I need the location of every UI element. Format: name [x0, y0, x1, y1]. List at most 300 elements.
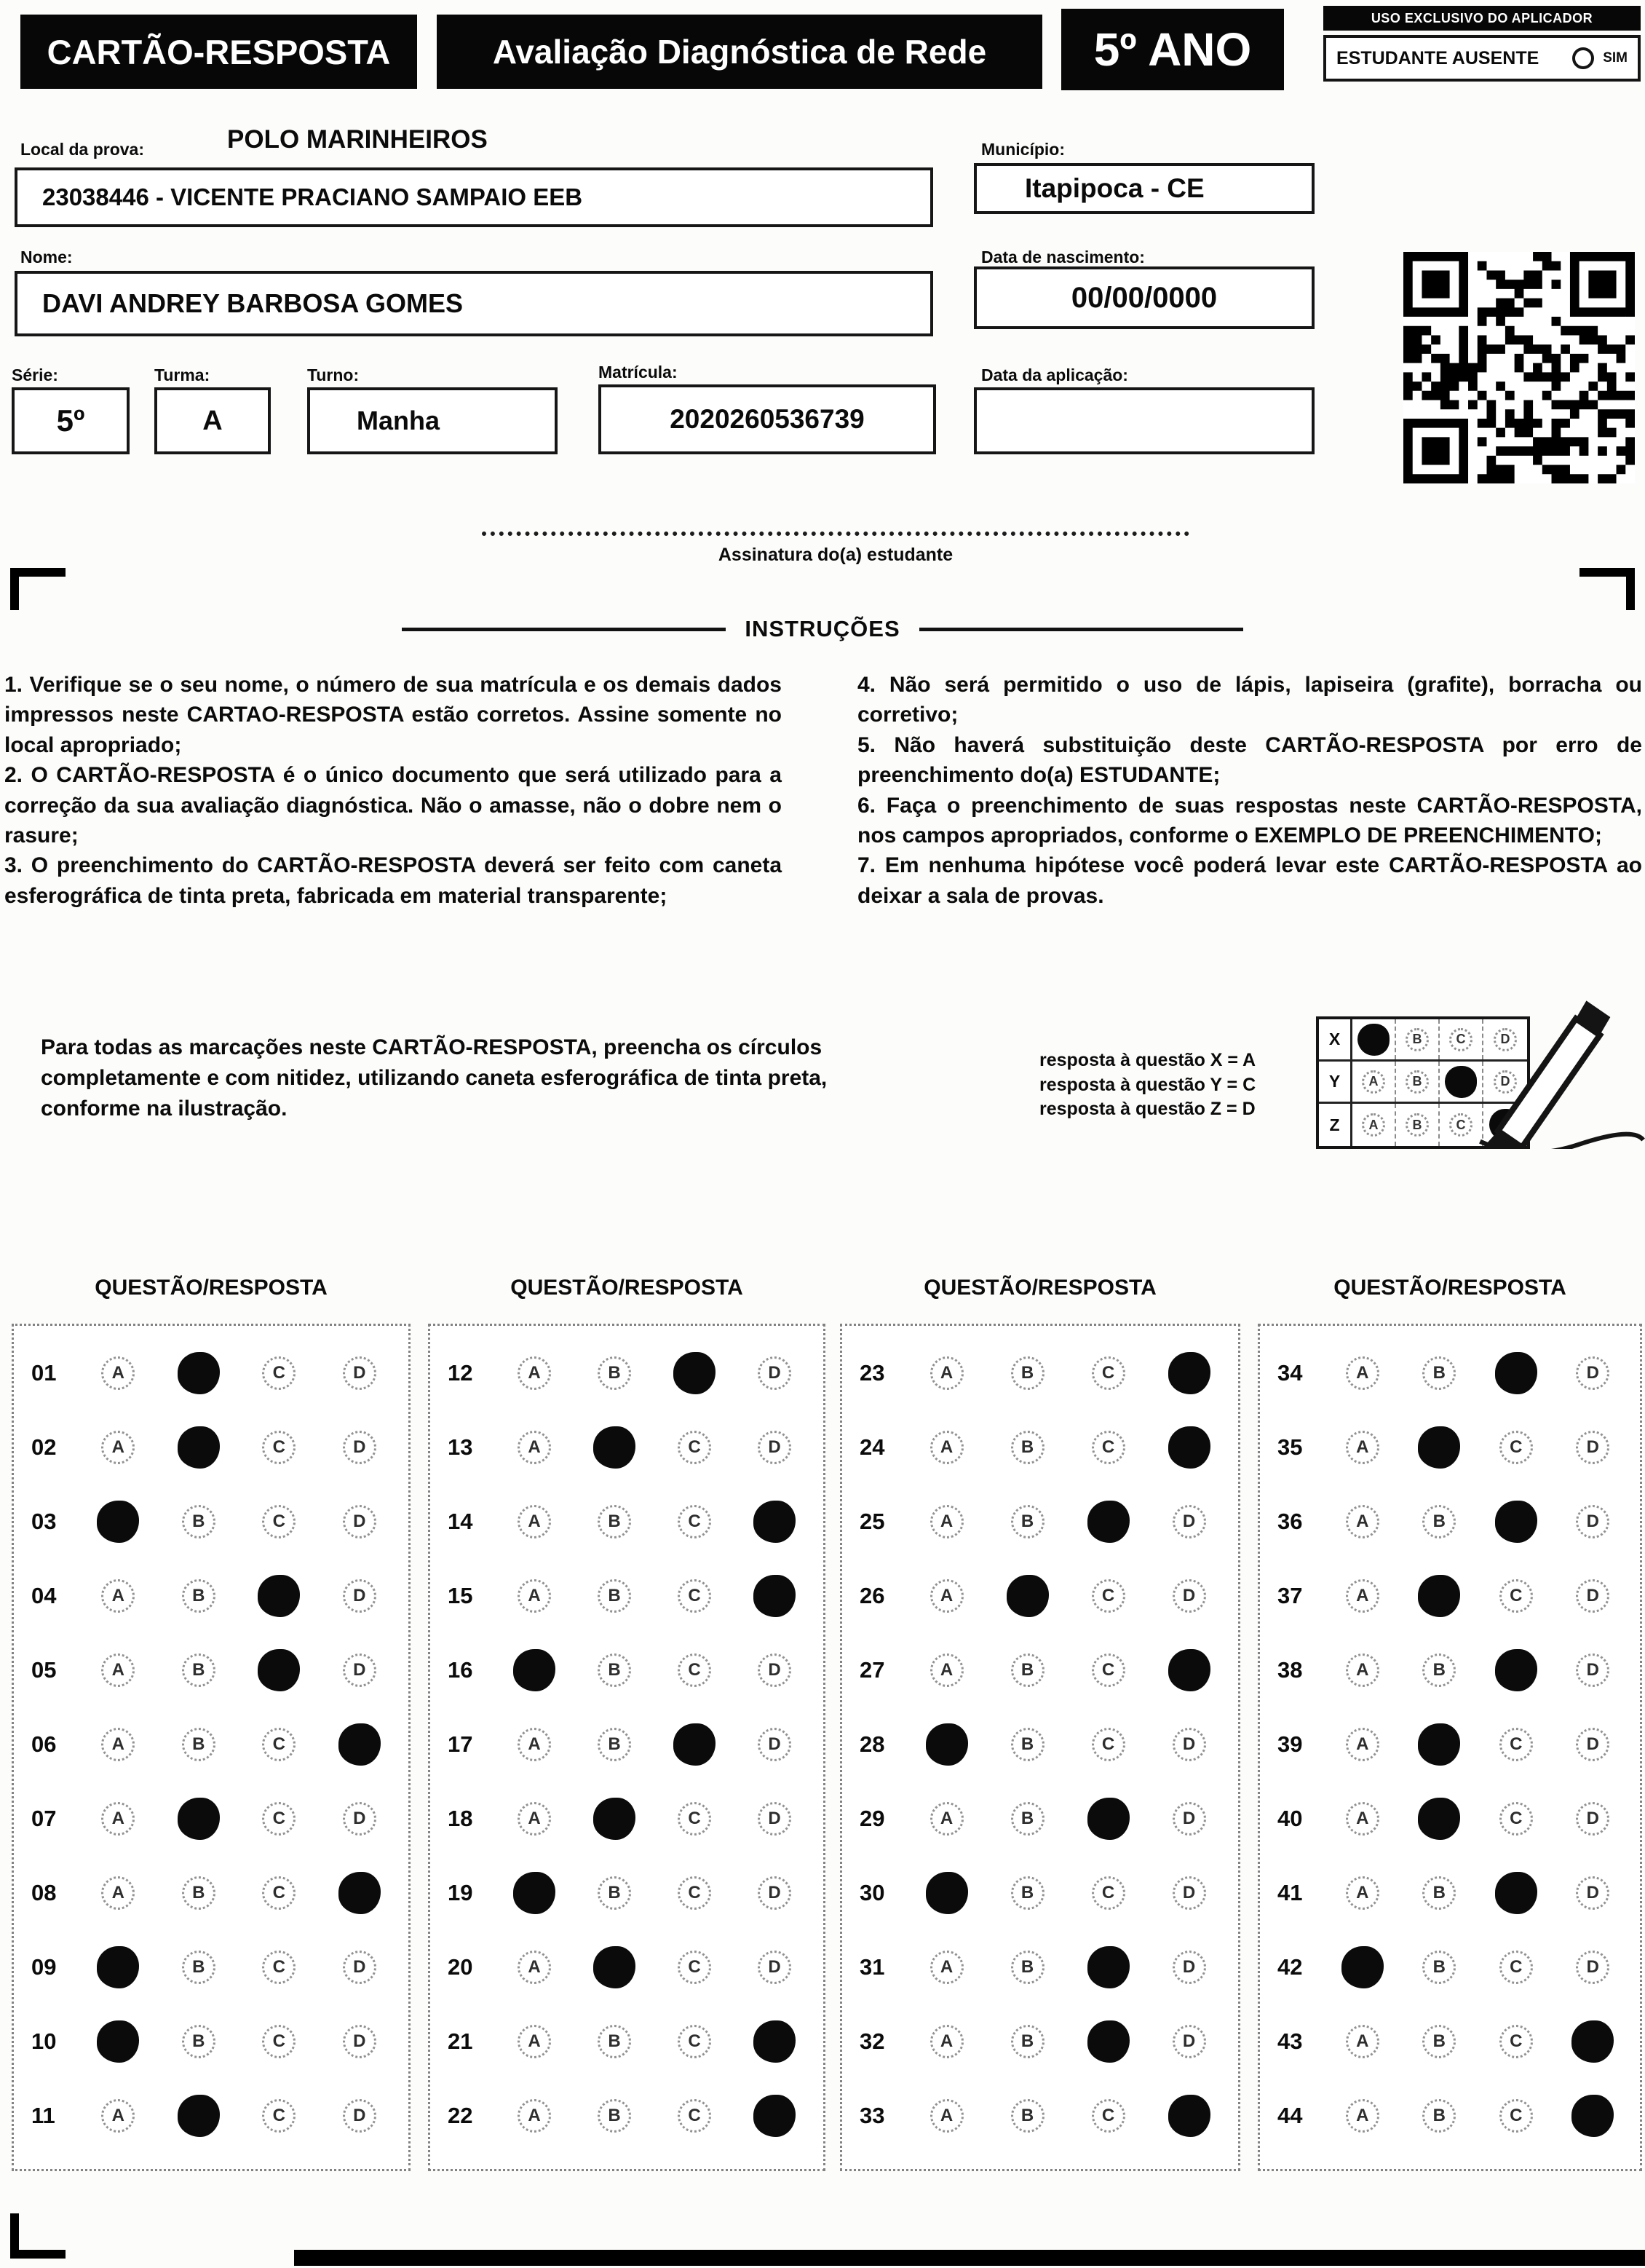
option-cell [239, 1723, 320, 1766]
bubble-C: C [262, 1802, 296, 1836]
bubble-D: D [343, 2099, 376, 2133]
option-cell [1149, 1501, 1229, 1543]
question-number: 42 [1277, 1954, 1303, 1980]
example-option-cell [1396, 1019, 1440, 1059]
option-cell [1324, 1723, 1401, 1766]
bubble-A: A [930, 1431, 964, 1464]
bubble-B-filled [178, 1426, 220, 1469]
question-options [906, 1352, 1238, 1394]
question-row [1260, 1930, 1640, 2004]
option-cell [159, 2095, 239, 2137]
option-cell [906, 1575, 987, 1617]
option-cell [159, 1946, 239, 1988]
bubble-B: B [1011, 1802, 1045, 1836]
bubble-A-filled [926, 1723, 968, 1766]
nascimento-label: Data de nascimento: [981, 248, 1145, 266]
option-cell [78, 1946, 159, 1988]
option-cell [574, 1723, 654, 1766]
example-legend-line: resposta à questão Z = D [1039, 1099, 1256, 1119]
example-bubble-D: D [1494, 1028, 1517, 1051]
question-number: 06 [31, 1731, 57, 1757]
bubble-C: C [262, 1951, 296, 1984]
question-number: 18 [448, 1806, 473, 1831]
bubble-D-filled [1168, 2095, 1210, 2137]
signature-dotted-line [482, 532, 1189, 536]
question-number: 07 [31, 1806, 57, 1831]
option-cell [654, 1798, 734, 1840]
option-cell [1324, 1426, 1401, 1469]
question-number: 17 [448, 1731, 473, 1757]
question-options [906, 1426, 1238, 1469]
bubble-C-filled [1087, 1946, 1130, 1988]
question-number: 23 [860, 1360, 885, 1386]
bubble-D: D [1173, 1802, 1206, 1836]
question-options [78, 1649, 408, 1691]
bubble-C: C [678, 1431, 711, 1464]
bubble-D: D [343, 1431, 376, 1464]
option-cell [1068, 1798, 1149, 1840]
bubble-C: C [1092, 1431, 1125, 1464]
bubble-A: A [1346, 1431, 1379, 1464]
bubble-A: A [1346, 1356, 1379, 1390]
question-row [14, 1633, 408, 1707]
bubble-D: D [1576, 1653, 1609, 1687]
bubble-B: B [598, 1356, 631, 1390]
question-row [14, 2079, 408, 2153]
question-row [1260, 1485, 1640, 1559]
question-number: 13 [448, 1434, 473, 1460]
bubble-C: C [678, 1802, 711, 1836]
local-prova-value: POLO MARINHEIROS [227, 125, 488, 154]
question-number: 41 [1277, 1880, 1303, 1905]
option-cell [987, 1798, 1068, 1840]
local-prova-label: Local da prova: [20, 140, 144, 159]
question-row [1260, 2004, 1640, 2079]
question-number: 39 [1277, 1731, 1303, 1757]
bubble-A: A [1346, 1876, 1379, 1910]
question-options [906, 2095, 1238, 2137]
bubble-A: A [930, 1653, 964, 1687]
questao-resposta-header-3: QUESTÃO/RESPOSTA [924, 1276, 1157, 1300]
option-cell [906, 1426, 987, 1469]
option-cell [1555, 1798, 1632, 1840]
bubble-C-filled [1087, 2020, 1130, 2063]
example-bubble-C: C [1449, 1028, 1472, 1051]
option-cell [1149, 1723, 1229, 1766]
option-cell [987, 1723, 1068, 1766]
option-cell [654, 2095, 734, 2137]
bubble-B: B [1422, 1876, 1456, 1910]
crop-mark-top-left [10, 568, 66, 610]
question-options [78, 1352, 408, 1394]
option-cell [734, 1946, 814, 1988]
bubble-D-filled [1168, 1352, 1210, 1394]
bubble-A: A [101, 1356, 135, 1390]
option-cell [1401, 1501, 1478, 1543]
bubble-D-filled [1168, 1649, 1210, 1691]
option-cell [494, 1872, 574, 1914]
option-cell [1324, 1575, 1401, 1617]
bubble-C-filled [1495, 1501, 1537, 1543]
question-options [494, 1426, 823, 1469]
option-cell [654, 1723, 734, 1766]
option-cell [574, 1872, 654, 1914]
question-number: 26 [860, 1583, 885, 1608]
bubble-D-filled [1571, 2020, 1614, 2063]
bubble-D: D [758, 1876, 791, 1910]
bubble-A: A [518, 1802, 551, 1836]
bubble-B: B [598, 1579, 631, 1613]
bubble-D: D [1173, 1505, 1206, 1538]
option-cell [734, 2095, 814, 2137]
question-number: 24 [860, 1434, 885, 1460]
marking-instructions-paragraph: Para todas as marcações neste CARTÃO-RESPOSTA, preencha os círculos completamente e com nitidez, utilizando caneta esferográfica de tinta preta, conforme na ilustração. [41, 1035, 828, 1121]
question-row [430, 1633, 823, 1707]
bubble-C: C [1499, 1728, 1533, 1761]
bubble-B-filled [593, 1426, 635, 1469]
option-cell [1401, 1872, 1478, 1914]
municipio-label: Município: [981, 140, 1065, 159]
option-cell [1324, 2020, 1401, 2063]
option-cell [574, 1649, 654, 1691]
bubble-A: A [518, 1579, 551, 1613]
nome-field: DAVI ANDREY BARBOSA GOMES [15, 271, 933, 336]
option-cell [494, 1575, 574, 1617]
bubble-C: C [1092, 1728, 1125, 1761]
option-cell [159, 1649, 239, 1691]
option-cell [320, 1798, 400, 1840]
example-bubble-B: B [1406, 1113, 1429, 1137]
question-number: 19 [448, 1880, 473, 1905]
option-cell [159, 2020, 239, 2063]
question-row [842, 1410, 1238, 1485]
bubble-D: D [343, 1579, 376, 1613]
option-cell [320, 1352, 400, 1394]
bubble-A: A [101, 1876, 135, 1910]
option-cell [1401, 1723, 1478, 1766]
bubble-D: D [758, 1653, 791, 1687]
bubble-A-filled [513, 1872, 555, 1914]
question-options [78, 1798, 408, 1840]
aplicador-area [1323, 6, 1641, 82]
instruction-item: 5. Não haverá substituição deste CARTÃO-RESPOSTA por erro de preenchimento do(a) ESTUDANTE; [857, 732, 1642, 788]
option-cell [574, 1798, 654, 1840]
option-cell [906, 1723, 987, 1766]
question-number: 33 [860, 2103, 885, 2128]
question-number: 38 [1277, 1657, 1303, 1683]
bubble-A: A [930, 1356, 964, 1390]
option-cell [1478, 2020, 1555, 2063]
question-row [1260, 2079, 1640, 2153]
bubble-B-filled [593, 1798, 635, 1840]
question-row [1260, 1856, 1640, 1930]
option-cell [1555, 1501, 1632, 1543]
option-cell [1401, 1426, 1478, 1469]
question-options [494, 2095, 823, 2137]
bubble-A: A [930, 1579, 964, 1613]
question-number: 21 [448, 2028, 473, 2054]
bubble-D: D [1576, 1431, 1609, 1464]
option-cell [494, 1723, 574, 1766]
bubble-D-filled [338, 1872, 381, 1914]
option-cell [574, 1575, 654, 1617]
question-row [14, 1707, 408, 1782]
question-options [1324, 1872, 1640, 1914]
instruction-item: 2. O CARTÃO-RESPOSTA é o único documento que será utilizado para a correção da sua avaliação diagnóstica. Não o amasse, não o dobre nem o rasure; [4, 763, 782, 847]
option-cell [78, 1872, 159, 1914]
option-cell [1555, 1872, 1632, 1914]
question-options [78, 1426, 408, 1469]
question-row [430, 2004, 823, 2079]
question-options [78, 1501, 408, 1543]
question-options [78, 1723, 408, 1766]
option-cell [239, 2020, 320, 2063]
option-cell [1555, 1352, 1632, 1394]
crop-mark-top-right [1579, 568, 1635, 610]
option-cell [1555, 1649, 1632, 1691]
option-cell [1068, 1575, 1149, 1617]
bubble-D-filled [753, 1501, 796, 1543]
bubble-C-filled [1087, 1501, 1130, 1543]
example-option-cell [1396, 1062, 1440, 1102]
bubble-A: A [1346, 1802, 1379, 1836]
option-cell [159, 1872, 239, 1914]
bubble-B: B [1011, 1431, 1045, 1464]
instruction-item: 4. Não será permitido o uso de lápis, lapiseira (grafite), borracha ou corretivo; [857, 673, 1642, 727]
bubble-B: B [1011, 1951, 1045, 1984]
option-cell [494, 1426, 574, 1469]
bubble-D: D [758, 1356, 791, 1390]
option-cell [987, 1575, 1068, 1617]
question-options [906, 1723, 1238, 1766]
option-cell [906, 1501, 987, 1543]
ausente-bubble-icon [1572, 47, 1594, 69]
option-cell [78, 1723, 159, 1766]
bubble-C-filled [673, 1723, 716, 1766]
bubble-B-filled [1007, 1575, 1049, 1617]
option-cell [1478, 2095, 1555, 2137]
question-number: 01 [31, 1360, 57, 1386]
question-options [78, 1946, 408, 1988]
question-row [842, 1782, 1238, 1856]
question-number: 08 [31, 1880, 57, 1905]
exam-title: Avaliação Diagnóstica de Rede [437, 15, 1042, 89]
ausente-sim-label: SIM [1603, 50, 1628, 66]
bubble-C: C [1092, 1653, 1125, 1687]
bubble-B: B [1422, 1505, 1456, 1538]
question-row [1260, 1410, 1640, 1485]
question-number: 14 [448, 1509, 473, 1534]
option-cell [906, 1872, 987, 1914]
question-row [430, 1856, 823, 1930]
bubble-D: D [1576, 1951, 1609, 1984]
option-cell [1149, 2020, 1229, 2063]
question-options [1324, 1946, 1640, 1988]
bubble-C: C [678, 2099, 711, 2133]
option-cell [78, 1798, 159, 1840]
bubble-A: A [518, 1505, 551, 1538]
bubble-B: B [1011, 1728, 1045, 1761]
option-cell [574, 1501, 654, 1543]
answer-column-2 [428, 1324, 825, 2171]
option-cell [239, 1798, 320, 1840]
bubble-C: C [1092, 2099, 1125, 2133]
option-cell [1068, 1426, 1149, 1469]
option-cell [320, 1649, 400, 1691]
option-cell [159, 1352, 239, 1394]
example-row-label: X [1319, 1019, 1352, 1059]
bubble-B: B [1011, 1876, 1045, 1910]
question-options [494, 1872, 823, 1914]
turma-field: A [154, 387, 271, 454]
question-options [494, 1501, 823, 1543]
option-cell [1149, 2095, 1229, 2137]
question-options [906, 1649, 1238, 1691]
bubble-C: C [1499, 2025, 1533, 2058]
example-option-cell [1396, 1104, 1440, 1146]
questao-resposta-header-2: QUESTÃO/RESPOSTA [510, 1276, 743, 1300]
question-number: 37 [1277, 1583, 1303, 1608]
bubble-B: B [182, 1951, 215, 1984]
rule-left [402, 628, 726, 631]
bubble-B: B [1422, 2099, 1456, 2133]
bubble-B-filled [593, 1946, 635, 1988]
option-cell [1555, 2095, 1632, 2137]
municipio-field: Itapipoca - CE [974, 163, 1315, 214]
option-cell [1324, 1872, 1401, 1914]
bubble-B-filled [178, 1798, 220, 1840]
question-row [842, 1485, 1238, 1559]
bubble-D: D [343, 1802, 376, 1836]
option-cell [734, 2020, 814, 2063]
turno-field: Manha [307, 387, 558, 454]
question-row [14, 1559, 408, 1633]
question-row [1260, 1336, 1640, 1410]
question-row [1260, 1559, 1640, 1633]
option-cell [734, 1872, 814, 1914]
question-row [430, 1485, 823, 1559]
bubble-C: C [1499, 1951, 1533, 1984]
option-cell [987, 1352, 1068, 1394]
option-cell [320, 1426, 400, 1469]
question-number: 12 [448, 1360, 473, 1386]
bubble-D: D [343, 2025, 376, 2058]
question-row [1260, 1633, 1640, 1707]
option-cell [1478, 1723, 1555, 1766]
answer-column-3 [840, 1324, 1240, 2171]
bubble-D: D [758, 1431, 791, 1464]
question-options [78, 2095, 408, 2137]
option-cell [1068, 1946, 1149, 1988]
bubble-B: B [1011, 1356, 1045, 1390]
example-row-label: Z [1319, 1104, 1352, 1146]
question-row [430, 1782, 823, 1856]
option-cell [1478, 1872, 1555, 1914]
bubble-A-filled [97, 1946, 139, 1988]
option-cell [1324, 1649, 1401, 1691]
bubble-B: B [598, 1728, 631, 1761]
bubble-A-filled [97, 2020, 139, 2063]
option-cell [1068, 1649, 1149, 1691]
option-cell [654, 1426, 734, 1469]
option-cell [239, 1352, 320, 1394]
bubble-A-filled [97, 1501, 139, 1543]
bubble-A: A [930, 2099, 964, 2133]
option-cell [1478, 1426, 1555, 1469]
question-options [78, 2020, 408, 2063]
question-row [842, 1930, 1238, 2004]
question-row [14, 1336, 408, 1410]
question-number: 31 [860, 1954, 885, 1980]
bubble-D: D [1173, 1579, 1206, 1613]
option-cell [1324, 1501, 1401, 1543]
bubble-C: C [678, 1951, 711, 1984]
question-number: 05 [31, 1657, 57, 1683]
option-cell [654, 1872, 734, 1914]
bubble-C: C [1499, 1579, 1533, 1613]
bubble-A: A [518, 1728, 551, 1761]
option-cell [239, 1946, 320, 1988]
matricula-field: 2020260536739 [598, 384, 936, 454]
bubble-C: C [262, 1505, 296, 1538]
question-options [494, 1946, 823, 1988]
option-cell [78, 2020, 159, 2063]
question-row [430, 1410, 823, 1485]
bubble-A: A [101, 1653, 135, 1687]
option-cell [1555, 2020, 1632, 2063]
bubble-A-filled [513, 1649, 555, 1691]
bubble-B: B [1011, 1505, 1045, 1538]
question-options [494, 1723, 823, 1766]
option-cell [239, 1872, 320, 1914]
question-number: 40 [1277, 1806, 1303, 1831]
option-cell [159, 1723, 239, 1766]
question-number: 09 [31, 1954, 57, 1980]
option-cell [1401, 1946, 1478, 1988]
option-cell [1324, 2095, 1401, 2137]
bubble-C: C [262, 1431, 296, 1464]
question-options [906, 1798, 1238, 1840]
bubble-D: D [1173, 1876, 1206, 1910]
option-cell [906, 2095, 987, 2137]
example-bubble-B: B [1406, 1028, 1429, 1051]
option-cell [906, 1352, 987, 1394]
option-cell [734, 1501, 814, 1543]
bubble-C: C [1499, 2099, 1533, 2133]
question-row [430, 1336, 823, 1410]
option-cell [574, 1352, 654, 1394]
question-options [494, 1575, 823, 1617]
bubble-C: C [262, 1876, 296, 1910]
question-number: 15 [448, 1583, 473, 1608]
aplicador-strip: USO EXCLUSIVO DO APLICADOR [1323, 6, 1641, 31]
answer-column-4 [1258, 1324, 1642, 2171]
bubble-B: B [1422, 1653, 1456, 1687]
bubble-B: B [1011, 1653, 1045, 1687]
question-number: 10 [31, 2028, 57, 2054]
option-cell [1068, 1352, 1149, 1394]
bubble-D: D [343, 1356, 376, 1390]
question-options [1324, 1426, 1640, 1469]
option-cell [574, 2095, 654, 2137]
aplicacao-field [974, 387, 1315, 454]
rule-right [919, 628, 1243, 631]
option-cell [159, 1575, 239, 1617]
option-cell [78, 1426, 159, 1469]
question-number: 16 [448, 1657, 473, 1683]
example-legend-line: resposta à questão X = A [1039, 1050, 1256, 1070]
bubble-C: C [262, 1356, 296, 1390]
